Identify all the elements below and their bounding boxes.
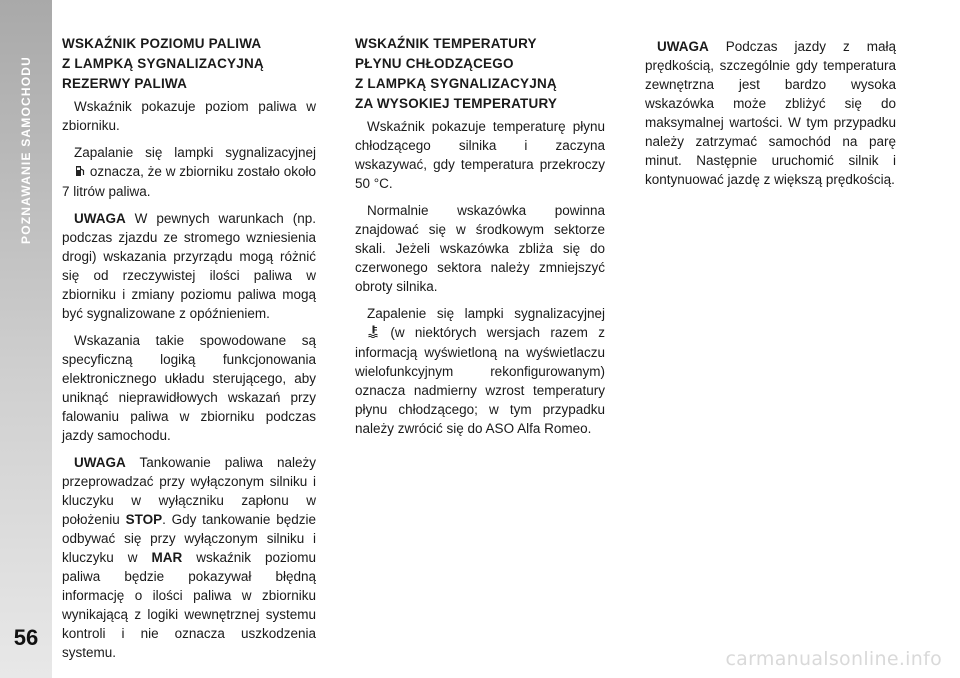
fuel-pump-icon (63, 163, 85, 182)
coolant-temperature-heading (355, 34, 605, 114)
fuel-refuel-paragraph (62, 453, 316, 662)
heading-line: PŁYNU CHŁODZĄCEGO (355, 56, 514, 71)
section-title: POZNAWANIE SAMOCHODU (19, 55, 33, 245)
heading-line: Z LAMPKĄ SYGNALIZACYJNĄ (62, 56, 264, 71)
temp-intro-paragraph: Wskaźnik pokazuje temperaturę płynu chłodzącego silnika i zaczyna wskazywać, gdy temperatura przekroczy 50 °C. (355, 119, 605, 191)
fuel-lamp-paragraph (62, 143, 316, 201)
coolant-temperature-icon (356, 324, 379, 343)
page-number: 56 (13, 625, 39, 650)
paragraph-text: Tankowanie paliwa należy przeprowadzać przy wyłączonym silniku i kluczyku w wyłączniku zapłonu w położeniu (62, 455, 317, 527)
warning-label: UWAGA (74, 211, 126, 226)
section-sidebar (0, 0, 52, 678)
paragraph-text: Zapalanie się lampki sygnalizacyjnej (74, 145, 316, 160)
heading-line: WSKAŹNIK POZIOMU PALIWA (62, 36, 262, 51)
fuel-intro-paragraph: Wskaźnik pokazuje poziom paliwa w zbiorniku. (62, 99, 316, 133)
key-position-mar: MAR (151, 550, 183, 565)
temp-needle-paragraph: Normalnie wskazówka powinna znajdować się w środkowym sektorze skali. Jeżeli wskazówka zbliża się do czerwonego sektora należy zmniejszyć obroty silnika. (355, 203, 605, 294)
site-watermark: carmanualsonline.info (725, 648, 942, 670)
temp-lamp-paragraph (355, 304, 605, 438)
heading-line: ZA WYSOKIEJ TEMPERATURY (355, 96, 558, 111)
heading-line: REZERWY PALIWA (62, 76, 188, 91)
key-position-stop: STOP (125, 512, 163, 527)
warning-label: UWAGA (74, 455, 126, 470)
paragraph-text: . Gdy tankowanie będzie odbywać się przy wyłączonym silniku i kluczyku w (62, 512, 316, 565)
paragraph-text: (w niektórych wersjach razem z informacją wyświetloną na wyświetlaczu wielofunkcyjnym rekonfigurowanym) oznacza nadmierny wzrost temperatury płynu chłodzącego; w tym przypadku należy zwrócić się do ASO Alfa Romeo. (355, 325, 605, 436)
heading-line: WSKAŹNIK TEMPERATURY (355, 36, 537, 51)
paragraph-text: Podczas jazdy z małą prędkością, szczególnie gdy temperatura zewnętrzna jest bardzo wysoka wskazówka może zbliżyć się do maksymalnej wartości. W tym przypadku należy zatrzymać samochód na parę minut. Następnie uruchomić silnik i kontynuować jazdę z większą prędkością. (645, 39, 896, 187)
note-section (645, 37, 896, 197)
heading-line: Z LAMPKĄ SYGNALIZACYJNĄ (355, 76, 557, 91)
fuel-logic-paragraph: Wskazania takie spowodowane są specyficzną logiką funkcjonowania elektronicznego układu sterującego, aby uniknąć nieprawidłowych wskazań przy falowaniu paliwa w zbiorniku podczas jazdy samochodu. (62, 333, 316, 443)
fuel-warning-paragraph (62, 209, 316, 323)
paragraph-text: oznacza, że w zbiorniku zostało około 7 litrów paliwa. (62, 164, 316, 199)
coolant-temperature-section (355, 34, 605, 446)
paragraph-text: W pewnych warunkach (np. podczas zjazdu ze stromego wzniesienia drogi) wskazania przyrządu mogą różnić się od rzeczywistej ilości paliwa w zbiorniku i zmiany poziomu paliwa mogą być sygnalizowane z opóźnieniem. (62, 211, 316, 321)
paragraph-text: Zapalenie się lampki sygnalizacyjnej (367, 306, 605, 321)
note-paragraph (645, 37, 896, 189)
warning-label: UWAGA (657, 39, 709, 54)
fuel-gauge-heading (62, 34, 316, 94)
paragraph-text: wskaźnik poziomu paliwa będzie pokazywał błędną informację o ilości paliwa w zbiorniku wynikającą z logiki wewnętrznej systemu kontroli i nie oznacza uszkodzenia systemu. (62, 550, 316, 660)
fuel-gauge-section (62, 34, 316, 670)
